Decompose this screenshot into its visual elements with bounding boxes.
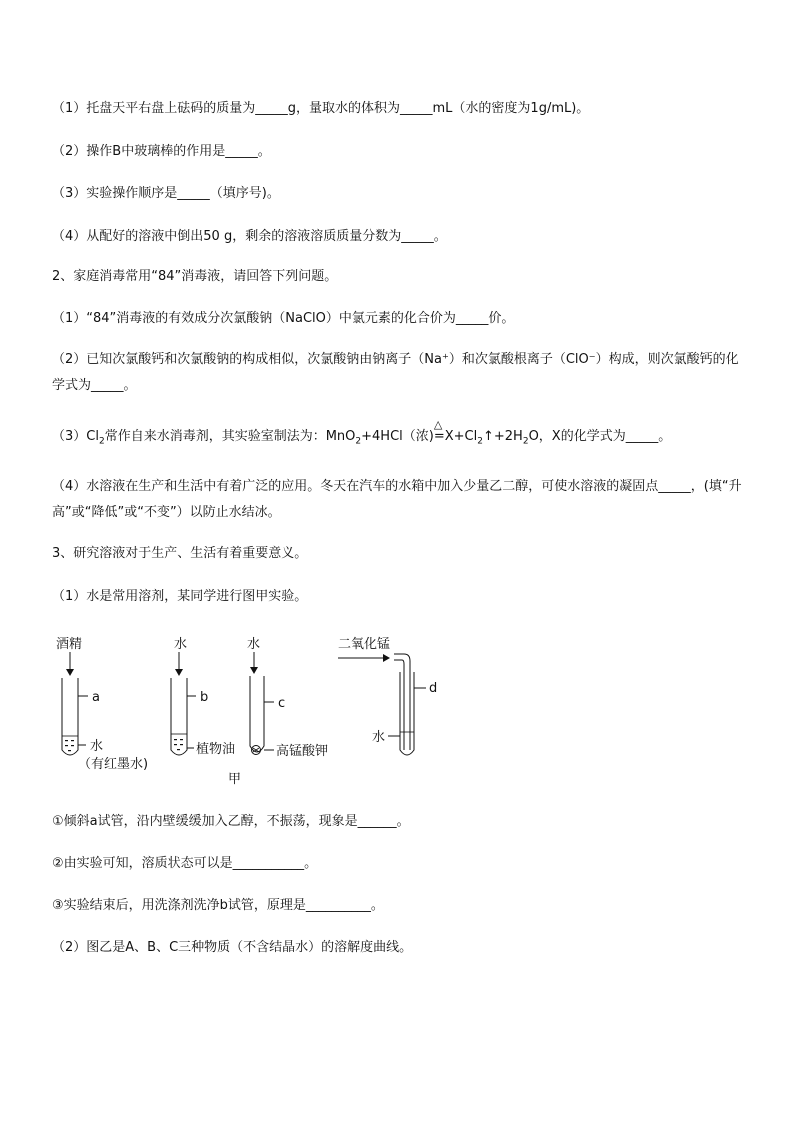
q1-part3: （3）实验操作顺序是_____（填序号)。	[52, 186, 280, 201]
q1-part1: （1）托盘天平右盘上砝码的质量为_____g，量取水的体积为_____mL（水的密度为1g/mL)。	[52, 101, 590, 116]
label-b: b	[200, 690, 209, 705]
q2-part2: （2）已知次氯酸钙和次氯酸钠的构成相似，次氯酸钠由钠离子（Na⁺）和次氯酸根离子（ClO⁻）构成，则次氯酸钙的化学式为_____。	[52, 352, 739, 393]
label-mno2: 二氧化锰	[338, 637, 391, 652]
q2-part3	[52, 418, 672, 451]
test-tube-a	[62, 678, 78, 755]
label-water-top-c: 水	[247, 637, 261, 652]
q2-part3-a: （3）Cl	[52, 429, 99, 444]
q1-part4: （4）从配好的溶液中倒出50 g，剩余的溶液溶质质量分数为_____。	[52, 229, 447, 244]
label-a: a	[92, 690, 100, 705]
heat-equals	[433, 418, 445, 446]
q2-part3-e: ↑+2H	[482, 429, 523, 444]
label-alcohol: 酒精	[56, 637, 83, 652]
q2-part3-b: 常作自来水消毒剂，其实验室制法为：MnO	[104, 429, 356, 444]
q3-sub1: ①倾斜a试管，沿内壁缓缓加入乙醇，不振荡，现象是______。	[52, 814, 410, 829]
equals-sign: =	[433, 429, 445, 444]
label-red-ink: （有红墨水)	[78, 757, 149, 772]
arrow-head	[383, 654, 390, 662]
test-tube-d	[400, 672, 414, 755]
q3-title: 3、研究溶液对于生产、生活有着重要意义。	[52, 546, 308, 561]
q3-sub2: ②由实验可知，溶质状态可以是___________。	[52, 856, 318, 871]
sub-2: 2	[522, 436, 529, 447]
q2-title: 2、家庭消毒常用“84”消毒液，请回答下列问题。	[52, 269, 338, 284]
q2-part3-f: O，X的化学式为_____。	[528, 429, 672, 444]
q3-part1: （1）水是常用溶剂，某同学进行图甲实验。	[52, 589, 308, 604]
oil-dots	[174, 739, 183, 750]
figure-caption-jia: 甲	[228, 772, 242, 787]
label-water-side: 水	[372, 730, 386, 745]
label-oil: 植物油	[196, 742, 236, 757]
red-ink-water-dots	[65, 740, 74, 751]
test-tube-c	[250, 676, 264, 752]
q2-part4: （4）水溶液在生产和生活中有着广泛的应用。冬天在汽车的水箱中加入少量乙二醇，可使水溶液的凝固点_____，(填“升高”或“降低”或“不变”）以防止水结冰。	[52, 479, 742, 520]
experiment-figure-jia	[48, 628, 448, 788]
label-c: c	[278, 696, 286, 711]
q3-part2: （2）图乙是A、B、C三种物质（不含结晶水）的溶解度曲线。	[52, 940, 413, 955]
label-water: 水	[90, 739, 104, 754]
q2-part3-d: X+Cl	[444, 429, 478, 444]
test-tube-b	[171, 678, 187, 755]
q2-part1: （1）“84”消毒液的有效成分次氯酸钠（NaClO）中氯元素的化合价为_____价。	[52, 311, 515, 326]
sub-2: 2	[98, 436, 105, 447]
sub-2: 2	[477, 436, 483, 447]
label-kmno4: 高锰酸钾	[276, 744, 329, 759]
arrow-head	[250, 667, 258, 674]
q1-part2: （2）操作B中玻璃棒的作用是_____。	[52, 144, 271, 159]
label-water-top-b: 水	[174, 637, 188, 652]
q3-sub3: ③实验结束后，用洗涤剂洗净b试管，原理是__________。	[52, 898, 384, 913]
q2-part3-c: +4HCl（浓)	[361, 429, 434, 444]
sub-2: 2	[355, 436, 362, 447]
heat-delta-icon: △	[433, 418, 443, 431]
label-d: d	[429, 681, 438, 696]
arrow-head	[66, 669, 74, 676]
arrow-head	[175, 669, 183, 676]
